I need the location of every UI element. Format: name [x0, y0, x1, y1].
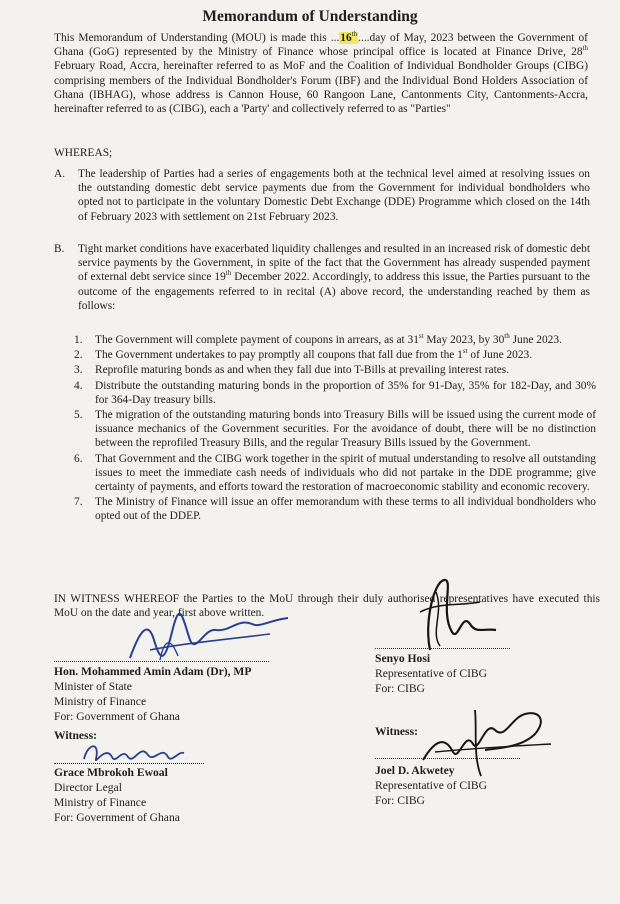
- item-number: 1.: [74, 334, 83, 346]
- list-item: [74, 363, 596, 377]
- item-text: Reprofile maturing bonds as and when they fall due into T-Bills at prevailing interest rates.: [95, 364, 510, 377]
- recital-b-part2: December 2022. Accordingly, to address this issue, the Parties pursuant to the outcome of the engagements referred to in recital (A) above record, the understanding reached by them as follows:: [78, 271, 590, 312]
- list-item: [74, 452, 596, 495]
- item-number: 3.: [74, 364, 83, 377]
- witness-cibg: [375, 724, 487, 808]
- recital-a: [54, 167, 590, 224]
- witness-title: Representative of CIBG: [375, 779, 488, 792]
- witness-name: Joel D. Akwetey: [375, 764, 455, 777]
- item-text: The Government will complete payment of coupons in arrears, as at 31: [95, 334, 419, 346]
- signatory-name: Senyo Hosi: [375, 652, 431, 665]
- intro-after-day: ....day of May, 2023 between the Government of Ghana (GoG) represented by the Ministry of Finance whose principal office is located at Finance Drive, 28: [54, 32, 588, 59]
- signatory-title: Minister of State: [54, 680, 132, 693]
- item-text: That Government and the CIBG work together in the spirit of mutual understanding to resolve all outstanding issues to meet the immediate cash needs of individuals who did not partake in the DDE programme; give certainty of payments, and efforts toward the restoration of macroeconomic stability and economic recovery.: [95, 452, 596, 494]
- witness-for: For: CIBG: [375, 794, 425, 807]
- intro-sup: th: [582, 44, 588, 53]
- witness-label: Witness:: [375, 725, 418, 738]
- item-sup: st: [462, 347, 468, 356]
- witness-org: Ministry of Finance: [54, 796, 147, 809]
- whereas-heading: WHEREAS;: [54, 147, 113, 159]
- intro-day: 16: [340, 32, 352, 44]
- signatory-name: Hon. Mohammed Amin Adam (Dr), MP: [54, 665, 252, 678]
- witness-clause: IN WITNESS WHEREOF the Parties to the MoU through their duly authorised representatives have executed this MoU on the date and year, first above written.: [54, 593, 600, 620]
- list-item: [74, 333, 596, 347]
- recital-b: [54, 242, 590, 313]
- item-text: June 2023.: [509, 334, 562, 346]
- item-text: Distribute the outstanding maturing bonds in the proportion of 35% for 91-Day, 35% for 182-Day, and 30% for 364-Day treasury bills.: [95, 379, 596, 406]
- signatory-title: Representative of CIBG: [375, 667, 488, 680]
- witness-name: Grace Mbrokoh Ewoal: [54, 766, 168, 779]
- list-item: [74, 379, 596, 407]
- item-number: 5.: [74, 409, 83, 422]
- item-text: May 2023, by 30: [423, 334, 505, 346]
- item-number: 4.: [74, 379, 83, 392]
- intro-before-day: This Memorandum of Understanding (MOU) is made this ...: [54, 32, 340, 44]
- signatory-mof: [54, 664, 251, 724]
- item-sup: st: [418, 332, 424, 341]
- recital-b-text: [78, 242, 590, 313]
- recital-a-label: A.: [54, 168, 66, 180]
- item-text: of June 2023.: [467, 349, 533, 362]
- intro-day-suffix: th: [351, 30, 358, 39]
- day-highlight: [339, 32, 358, 44]
- item-text: The migration of the outstanding maturing bonds into Treasury Bills will be issued using the current mode of issuance mechanics of the Government securities. For the avoidance of doubt, there will be no distinction between the reprofiled Treasury Bills, and the regular Treasury Bills issued by the Government.: [95, 409, 596, 450]
- signatory-cibg: [375, 651, 487, 696]
- signatory-for: For: CIBG: [375, 682, 425, 695]
- item-sup: th: [504, 332, 510, 341]
- witness-title: Director Legal: [54, 781, 122, 794]
- signature-line-right1: [375, 648, 510, 649]
- recital-b-part1: Tight market conditions have exacerbated liquidity challenges and resulted in an increased risk of domestic debt service payments by the Government, in spite of the fact that the Government has already suspended payment of external debt service since 19: [78, 243, 590, 284]
- intro-paragraph: [54, 31, 588, 116]
- item-text: The Government undertakes to pay promptly all coupons that fall due from the 1: [95, 349, 463, 362]
- signatory-org: Ministry of Finance: [54, 695, 147, 708]
- terms-list: [74, 333, 596, 525]
- signatory-for: For: Government of Ghana: [54, 710, 180, 723]
- item-text: The Ministry of Finance will issue an offer memorandum with these terms to all individual bondholders who opted out of the DDEP.: [95, 496, 596, 523]
- intro-rest: February Road, Accra, hereinafter referred to as MoF and the Coalition of Individual Bondholder Groups (CIBG) comprising members of the Individual Bondholder's Forum (IBF) and the Individual Bond Holders Association of Ghana (IBHAG), whose address is Cannon House, 60 Rangoon Lane, Cantonments City, Cantonments-Accra, hereinafter referred to as (CIBG), each a 'Party' and collectively referred to as "Parties": [54, 60, 588, 116]
- witness-for: For: Government of Ghana: [54, 811, 180, 824]
- document-title: Memorandum of Understanding: [202, 8, 418, 25]
- signature-line-left1: [54, 661, 269, 662]
- list-item: [74, 348, 596, 362]
- item-number: 2.: [74, 349, 83, 362]
- list-item: [74, 408, 596, 451]
- recital-a-text: The leadership of Parties had a series of engagements both at the technical level aimed at resolving issues on the outstanding domestic debt service payments due from the Government for individual bondholders who opted not to participate in the voluntary Domestic Debt Exchange (DDE) Programme which closed on the 14th of February 2023 with settlement on 21st February 2023.: [78, 168, 590, 223]
- item-number: 7.: [74, 496, 83, 509]
- witness-label: Witness:: [54, 729, 97, 742]
- witness-mof: [54, 728, 180, 825]
- recital-b-sup: th: [225, 269, 232, 278]
- recital-b-label: B.: [54, 243, 65, 255]
- list-item: [74, 495, 596, 523]
- item-number: 6.: [74, 452, 83, 465]
